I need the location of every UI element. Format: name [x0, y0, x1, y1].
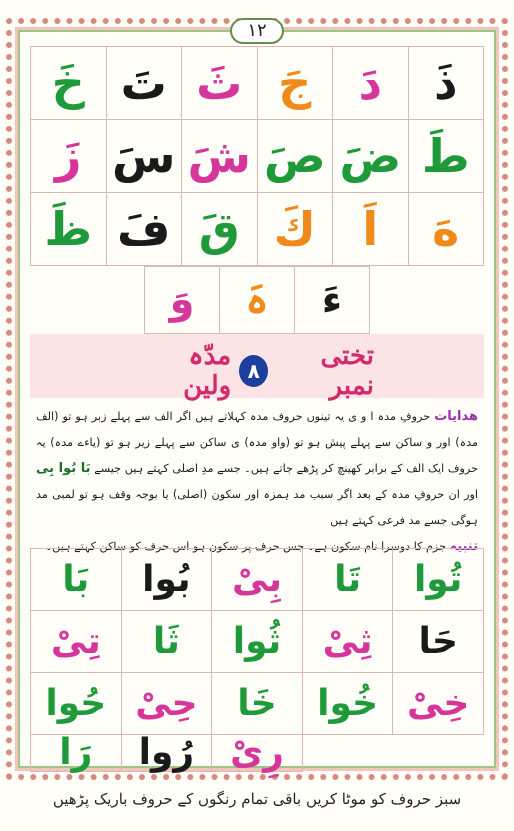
letter-grid — [30, 46, 484, 266]
word-cell: بَا — [31, 549, 122, 611]
lesson-title — [140, 341, 374, 401]
instructions-text-2: اور ان حروفِ مدہ کے بعد اگر سبب مد ہمزہ اور سکون (اصلی) یا بوجہ وقف ہو تو لمبی مد ہوگی جسے مد فرعی کہتے ہیں — [36, 488, 478, 527]
letter-cell: ہَ — [220, 267, 295, 334]
word-cell: تُوا — [393, 549, 484, 611]
word-cell: تِیْ — [31, 611, 122, 673]
letter-cell: ضَ — [333, 120, 409, 193]
instructions-paragraph — [30, 400, 484, 554]
word-cell: خَا — [212, 673, 303, 735]
lesson-number-badge: ٨ — [239, 355, 268, 387]
note-text: جزم کا دوسرا نام سکون ہے۔ جس حرف پر سکون ہو اس حرف کو ساکن کہتے ہیں۔ — [45, 540, 447, 553]
word-cell: ثَا — [122, 611, 213, 673]
letter-cell: هَ — [409, 193, 485, 266]
letter-cell: قَ — [182, 193, 258, 266]
word-cell: ثُوا — [212, 611, 303, 673]
word-grid — [30, 548, 484, 772]
letter-cell: جَ — [258, 47, 334, 120]
letter-cell: دَ — [333, 47, 409, 120]
letter-cell: فَ — [107, 193, 183, 266]
letter-cell: شَ — [182, 120, 258, 193]
letter-cell: تَ — [107, 47, 183, 120]
word-cell: بُوا — [122, 549, 213, 611]
word-cell: بِیْ — [212, 549, 303, 611]
instructions-text-1: حروفِ مدہ ا و ی یہ تینوں حروف مدہ کہلاتے ہیں اگر الف سے پہلے زبر ہو تو (الف مدہ) اور و ساکن سے پہلے پیش ہو تو (واو مدہ) ی ساکن سے پہلے زیر ہو تو (یاءے مدہ) یہ حروف ایک الف کے برابر کھینچ کر پڑھے جاتے ہیں۔ جسے مدِ اصلی کہتے ہیں جیسے — [36, 410, 478, 475]
instructions-example: بَا بُوا بِی — [36, 461, 91, 476]
letter-cell: ذَ — [409, 47, 485, 120]
letter-cell: زَ — [31, 120, 107, 193]
word-cell: حُوا — [31, 673, 122, 735]
instructions-label: ھدایات — [434, 409, 478, 424]
word-cell: خُوا — [303, 673, 394, 735]
letter-cell: خَ — [31, 47, 107, 120]
letter-cell: اَ — [333, 193, 409, 266]
word-cell: خِیْ — [393, 673, 484, 735]
word-cell: حِیْ — [122, 673, 213, 735]
letter-cell: صَ — [258, 120, 334, 193]
page-number: ١٢ — [230, 18, 284, 44]
letter-cell: سَ — [107, 120, 183, 193]
letter-cell: وَ — [145, 267, 220, 334]
letter-cell: ظَ — [31, 193, 107, 266]
word-cell: ثِیْ — [303, 611, 394, 673]
letter-cell: كَ — [258, 193, 334, 266]
word-cell: حَا — [393, 611, 484, 673]
word-cell: رِیْ — [212, 735, 303, 772]
note-label: تنبیہ — [449, 539, 478, 554]
letter-cell: طَ — [409, 120, 485, 193]
letter-row — [144, 266, 370, 334]
letter-cell: ءَ — [295, 267, 370, 334]
word-cell: رَا — [31, 735, 122, 772]
word-cell: تَا — [303, 549, 394, 611]
letter-cell: ثَ — [182, 47, 258, 120]
footer-note: سبز حروف کو موٹا کریں باقی تمام رنگوں کے حروف باریک پڑھیں — [52, 790, 462, 808]
word-cell: رُوا — [122, 735, 213, 772]
lesson-title-start: تختی نمبر — [320, 341, 374, 401]
lesson-title-end: مدّہ ولین — [183, 341, 232, 401]
